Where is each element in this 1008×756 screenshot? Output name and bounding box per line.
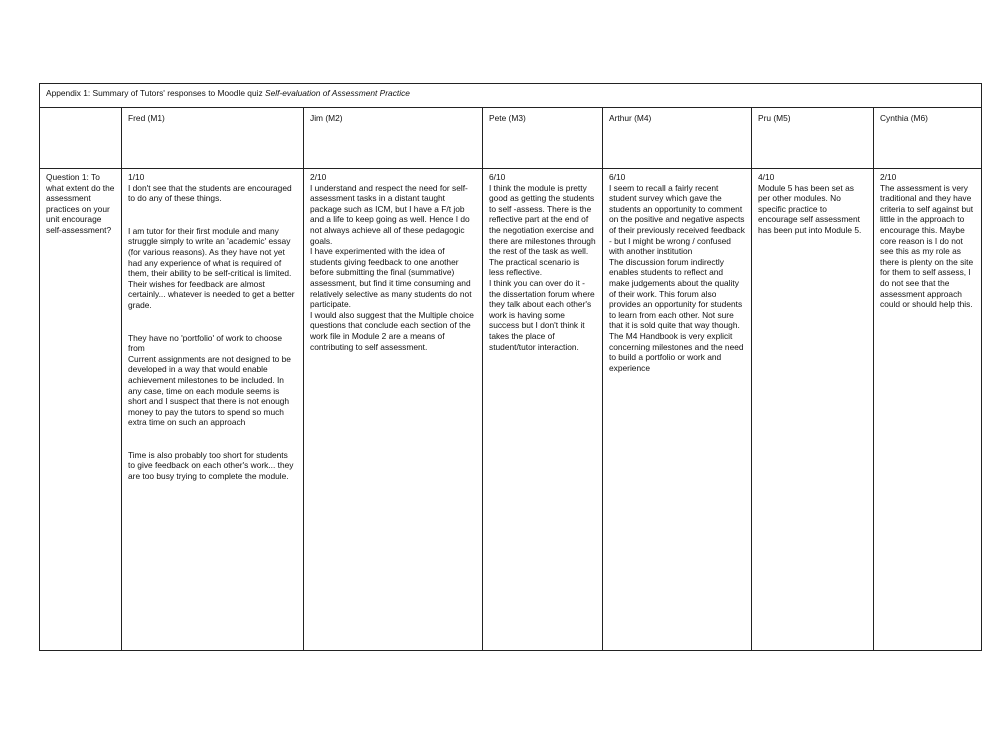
fred-para-5: Current assignments are not designed to be developed in a way that would enable achievement milestones to be included. In any case, time on each module seems is short and I suspect that there is not enough money to pay the tutors to spend so much extra time on such an approach <box>128 353 291 428</box>
cynthia-para-1: The assessment is very traditional and they have criteria to self against but little in the approach to encourage this. Maybe core reason is I do not see this as my role as there is plenty on the site for them to self assess, I do not see that the assessment approach could or should help this. <box>880 182 974 310</box>
tutor-responses-table <box>39 83 982 651</box>
score-pru: 4/10 <box>758 172 775 182</box>
pete-para-1: I think the module is pretty good as getting the students to self -assess. There is the reflective part at the end of the negotiation exercise and there are milestones through the rest of the task as well. The practical scenario is less reflective. <box>489 182 596 278</box>
header-cell-fred: Fred (M1) <box>122 108 304 169</box>
pru-para-1: Module 5 has been set as per other modules. No specific practice to encourage self assessment has been put into Module 5. <box>758 182 862 235</box>
header-cell-pru: Pru (M5) <box>752 108 874 169</box>
score-cynthia: 2/10 <box>880 172 897 182</box>
response-cell-pete <box>483 169 603 651</box>
score-fred: 1/10 <box>128 172 145 182</box>
score-jim: 2/10 <box>310 172 327 182</box>
response-cell-jim <box>304 169 483 651</box>
fred-para-3: Their wishes for feedback are almost certainly... whatever is needed to get a better grade. <box>128 278 295 310</box>
header-cell-cynthia: Cynthia (M6) <box>874 108 982 169</box>
fred-para-6: Time is also probably too short for students to give feedback on each other's work... they are too busy trying to complete the module. <box>128 449 294 482</box>
jim-para-1: I understand and respect the need for self-assessment tasks in a distant taught package such as ICM, but I have a F/t job and a life to keep going as well. Hence I do not always achieve all of these pedagogic goals. <box>310 182 470 246</box>
pete-para-2: I think you can over do it - the dissertation forum where they talk about each other's work is having some success but I don't think it takes the place of student/tutor interaction. <box>489 277 595 352</box>
header-cell-pete: Pete (M3) <box>483 108 603 169</box>
fred-para-1: I don't see that the students are encouraged to do any of these things. <box>128 182 292 204</box>
header-cell-arthur: Arthur (M4) <box>603 108 752 169</box>
arthur-para-1: I seem to recall a fairly recent student survey which gave the students an opportunity to comment on the positive and negative aspects of their previously received feedback - but I might be wrong / confused with another institution <box>609 182 745 257</box>
table-title-plain: Appendix 1: Summary of Tutors' responses to Moodle quiz <box>46 88 265 98</box>
arthur-para-2: The discussion forum indirectly enables students to reflect and make judgements about the quality of their work. This forum also provides an opportunity for students to learn from each other. Not sure that it is sold quite that way though. <box>609 256 743 331</box>
header-cell-blank <box>40 108 122 169</box>
jim-para-3: I would also suggest that the Multiple choice questions that conclude each section of the work file in Module 2 are a means of contributing to self assessment. <box>310 309 474 352</box>
fred-para-4: They have no 'portfolio' of work to choose from <box>128 332 283 354</box>
table-title-row <box>40 84 982 108</box>
score-arthur: 6/10 <box>609 172 626 182</box>
response-cell-fred <box>122 169 304 651</box>
question-row <box>40 169 982 651</box>
fred-para-2: I am tutor for their first module and many struggle simply to write an 'academic' essay (for various reasons). As they have not yet had any experience of what is required of them, their ability to be self-critical is limited. <box>128 225 292 279</box>
score-pete: 6/10 <box>489 172 506 182</box>
table-title-italic: Self-evaluation of Assessment Practice <box>265 88 410 98</box>
jim-para-2: I have experimented with the idea of students giving feedback to one another before submitting the final (summative) assessment, but find it time consuming and relatively selective as many students do not participate. <box>310 246 472 310</box>
header-row <box>40 108 982 169</box>
question-cell: Question 1: To what extent do the assessment practices on your unit encourage self-assessment? <box>40 169 122 651</box>
response-cell-pru <box>752 169 874 651</box>
response-cell-arthur <box>603 169 752 651</box>
arthur-para-3: The M4 Handbook is very explicit concerning milestones and the need to build a portfolio or work and experience <box>609 330 744 373</box>
table-title <box>40 84 982 108</box>
response-cell-cynthia <box>874 169 982 651</box>
header-cell-jim: Jim (M2) <box>304 108 483 169</box>
